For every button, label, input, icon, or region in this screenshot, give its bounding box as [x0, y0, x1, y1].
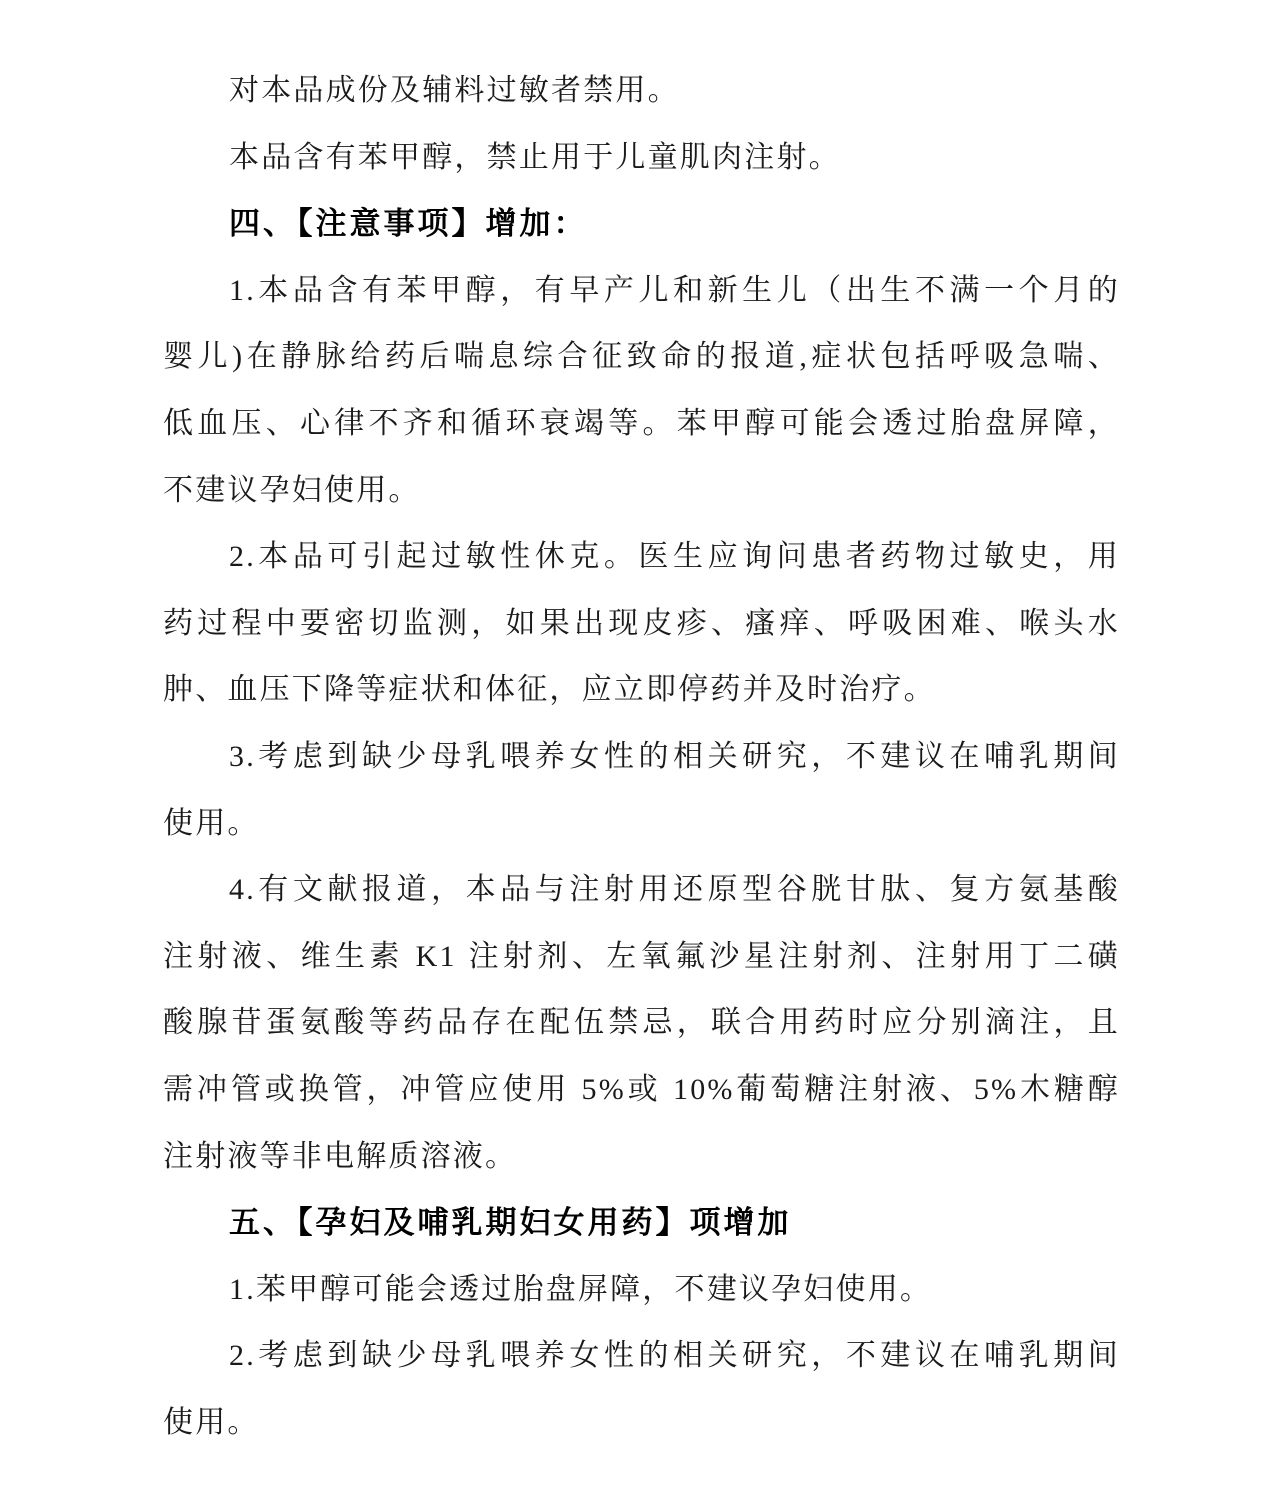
text-line: 使用。 [163, 1405, 260, 1439]
paragraph [163, 58, 1120, 125]
text-line: 药过程中要密切监测，如果出现皮疹、瘙痒、呼吸困难、喉头水 [163, 606, 1120, 640]
text-line: 不建议孕妇使用。 [163, 473, 421, 507]
text-line: 四、【注意事项】增加： [229, 206, 588, 242]
text-line: 1.苯甲醇可能会透过胎盘屏障，不建议孕妇使用。 [229, 1272, 933, 1306]
section-heading [163, 1190, 1120, 1257]
text-line: 本品含有苯甲醇，禁止用于儿童肌肉注射。 [229, 140, 841, 174]
text-line: 五、【孕妇及哺乳期妇女用药】项增加 [229, 1205, 792, 1241]
paragraph [163, 724, 1120, 857]
paragraph [163, 125, 1120, 192]
text-line: 使用。 [163, 806, 260, 840]
text-line: 肿、血压下降等症状和体征，应立即停药并及时治疗。 [163, 673, 936, 707]
paragraph [163, 1323, 1120, 1456]
text-line: 4.有文献报道，本品与注射用还原型谷胱甘肽、复方氨基酸 [229, 873, 1120, 907]
paragraph [163, 524, 1120, 724]
text-line: 2.本品可引起过敏性休克。医生应询问患者药物过敏史，用 [229, 540, 1120, 574]
text-line: 低血压、心律不齐和循环衰竭等。苯甲醇可能会透过胎盘屏障， [163, 406, 1120, 440]
text-line: 注射液等非电解质溶液。 [163, 1139, 518, 1173]
text-line: 1.本品含有苯甲醇，有早产儿和新生儿（出生不满一个月的 [229, 273, 1120, 307]
text-line: 注射液、维生素 K1 注射剂、左氧氟沙星注射剂、注射用丁二磺 [163, 939, 1120, 973]
section-heading [163, 191, 1120, 258]
text-line: 需冲管或换管，冲管应使用 5%或 10%葡萄糖注射液、5%木糖醇 [163, 1072, 1120, 1106]
text-line: 对本品成份及辅料过敏者禁用。 [229, 74, 680, 107]
text-line: 2.考虑到缺少母乳喂养女性的相关研究，不建议在哺乳期间 [229, 1339, 1120, 1373]
paragraph [163, 1257, 1120, 1324]
text-line: 3.考虑到缺少母乳喂养女性的相关研究，不建议在哺乳期间 [229, 739, 1120, 773]
document-body [163, 58, 1120, 1456]
paragraph [163, 857, 1120, 1190]
paragraph [163, 258, 1120, 524]
text-line: 婴儿)在静脉给药后喘息综合征致命的报道,症状包括呼吸急喘、 [163, 340, 1120, 374]
text-line: 酸腺苷蛋氨酸等药品存在配伍禁忌，联合用药时应分别滴注，且 [163, 1006, 1120, 1040]
